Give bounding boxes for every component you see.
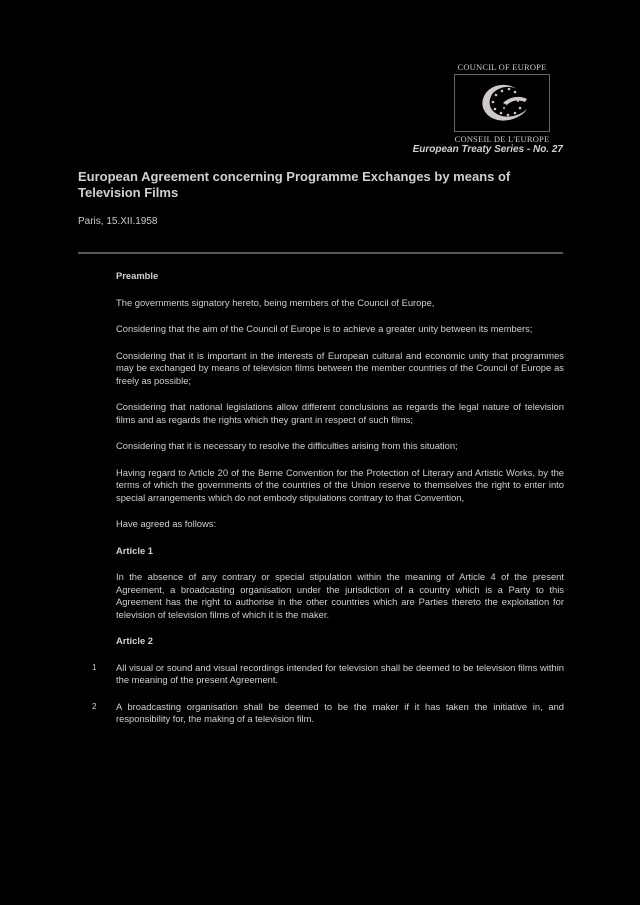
article-1-heading: Article 1 <box>116 544 153 556</box>
item-text: A broadcasting organisation shall be deemed to be the maker if it has taken the initiative in, and responsibility for, the making of a television film. <box>116 700 564 724</box>
divider <box>78 252 563 254</box>
article-1-text: In the absence of any contrary or special stipulation within the meaning of Article 4 of the present Agreement, a broadcasting organisation under the jurisdiction of a country which is a Party to this Agreement has the right to authorise in the other countries which are Parties thereto the exploitation for television of television films of which it is the maker. <box>116 571 564 620</box>
preamble-heading: Preamble <box>116 270 159 281</box>
item-number: 1 <box>92 662 97 672</box>
preamble-paragraph: Considering that it is important in the interests of European cultural and economic unity that programmes may be exchanged by means of television films between the member countries of the Council of Europe as freely as possible; <box>116 349 564 386</box>
logo-text-bottom: CONSEIL DE L'EUROPE <box>454 134 550 144</box>
preamble-paragraph: Considering that national legislations allow different conclusions as regards the legal nature of television films and as regards the rights which they grant in respect of such films; <box>116 401 564 425</box>
preamble-paragraph: The governments signatory hereto, being members of the Council of Europe, <box>116 296 435 308</box>
item-text: All visual or sound and visual recordings intended for television shall be deemed to be television films within the meaning of the present Agreement. <box>116 661 564 685</box>
preamble-paragraph: Considering that it is necessary to resolve the difficulties arising from this situation; <box>116 440 458 451</box>
document-body <box>92 270 564 740</box>
logo-text-top: COUNCIL OF EUROPE <box>457 62 547 72</box>
document-title: European Agreement concerning Programme Exchanges by means of Television Films <box>78 169 511 200</box>
article-2-heading: Article 2 <box>116 635 153 646</box>
item-number: 2 <box>92 701 97 711</box>
article-2-item <box>92 700 564 726</box>
preamble-paragraph: Considering that the aim of the Council of Europe is to achieve a greater unity between its members; <box>116 323 533 334</box>
place-date: Paris, 15.XII.1958 <box>78 216 158 227</box>
council-of-europe-logo <box>452 62 552 144</box>
treaty-series-label: European Treaty Series - No. 27 <box>412 144 563 155</box>
preamble-paragraph: Have agreed as follows: <box>116 518 217 529</box>
preamble-paragraph: Having regard to Article 20 of the Berne Convention for the Protection of Literary and Artistic Works, by the terms of which the governments of the countries of the Union reserve to themselves the right to enter into special arrangements which do not embody stipulations contrary to that Convention, <box>116 466 564 503</box>
council-of-europe-emblem-icon <box>454 74 550 132</box>
article-2-item <box>92 661 564 687</box>
